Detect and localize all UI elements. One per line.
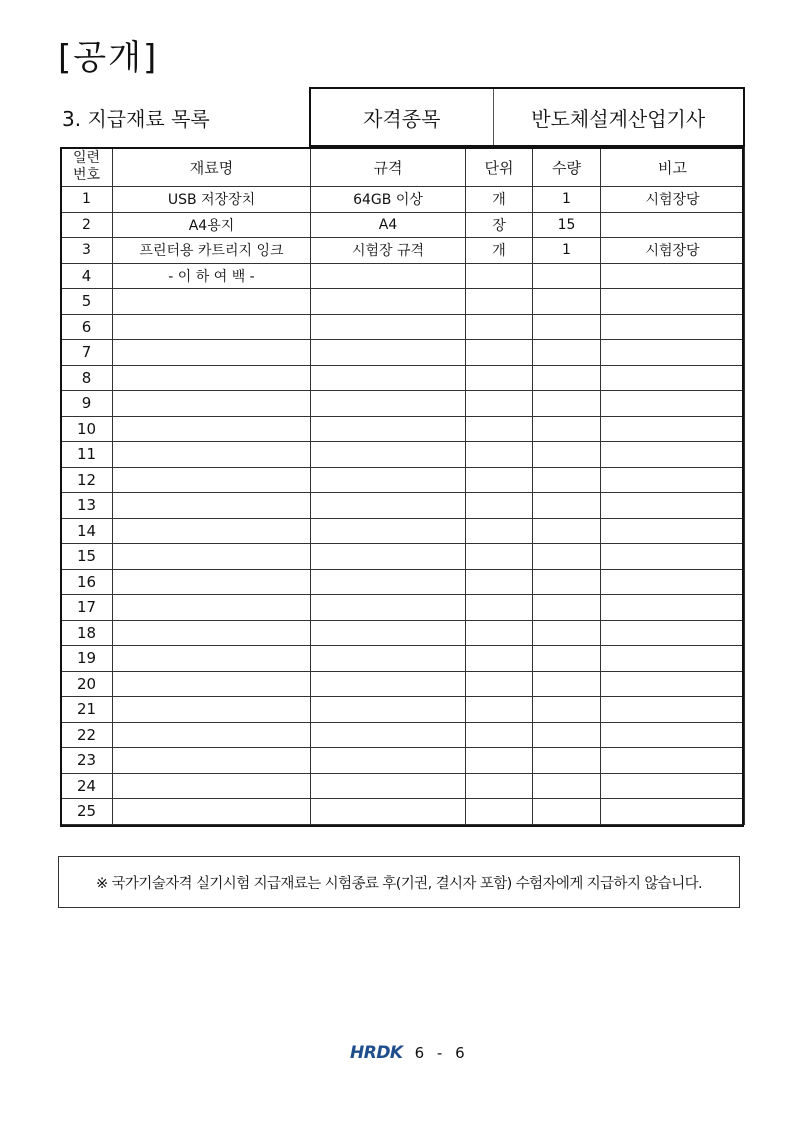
material-note: 시험장당: [601, 187, 745, 213]
material-unit: [466, 289, 533, 315]
material-name: [113, 340, 311, 366]
table-row: [61, 569, 745, 595]
material-unit: [466, 314, 533, 340]
col-header-qty: 수량: [533, 148, 601, 187]
material-spec: [311, 314, 466, 340]
material-qty: [533, 365, 601, 391]
table-row: [61, 646, 745, 672]
material-note: [601, 748, 745, 774]
table-row: [61, 289, 745, 315]
material-unit: [466, 518, 533, 544]
row-number: 12: [61, 467, 113, 493]
row-number: 14: [61, 518, 113, 544]
material-unit: [466, 569, 533, 595]
material-name: [113, 620, 311, 646]
material-spec: [311, 646, 466, 672]
table-row: [61, 518, 745, 544]
material-spec: A4: [311, 212, 466, 238]
row-number: 16: [61, 569, 113, 595]
table-row: [61, 340, 745, 366]
material-note: [601, 416, 745, 442]
table-row: [61, 697, 745, 723]
col-header-name: 재료명: [113, 148, 311, 187]
material-name: [113, 544, 311, 570]
material-name: [113, 416, 311, 442]
material-unit: [466, 391, 533, 417]
row-number: 11: [61, 442, 113, 468]
row-number: 15: [61, 544, 113, 570]
table-row: [61, 212, 745, 238]
material-spec: 시험장 규격: [311, 238, 466, 264]
material-unit: 장: [466, 212, 533, 238]
row-number: 25: [61, 799, 113, 825]
material-note: [601, 595, 745, 621]
row-number: 3: [61, 238, 113, 264]
table-row: [61, 493, 745, 519]
material-spec: [311, 442, 466, 468]
col-header-spec: 규격: [311, 148, 466, 187]
material-unit: 개: [466, 238, 533, 264]
material-unit: [466, 748, 533, 774]
material-unit: [466, 620, 533, 646]
material-unit: [466, 799, 533, 825]
material-unit: [466, 697, 533, 723]
material-note: [601, 722, 745, 748]
table-row: [61, 620, 745, 646]
row-number: 23: [61, 748, 113, 774]
material-spec: [311, 595, 466, 621]
table-row: [61, 722, 745, 748]
material-name: [113, 518, 311, 544]
table-row: [61, 391, 745, 417]
material-unit: [466, 416, 533, 442]
material-qty: [533, 595, 601, 621]
row-number: 6: [61, 314, 113, 340]
material-name: [113, 671, 311, 697]
table-row: [61, 187, 745, 213]
material-qty: [533, 442, 601, 468]
material-note: [601, 314, 745, 340]
material-spec: [311, 365, 466, 391]
row-number: 9: [61, 391, 113, 417]
row-number: 17: [61, 595, 113, 621]
material-qty: [533, 289, 601, 315]
material-name: [113, 595, 311, 621]
material-qty: [533, 646, 601, 672]
col-header-note: 비고: [601, 148, 745, 187]
material-spec: [311, 671, 466, 697]
material-spec: [311, 569, 466, 595]
section-title: 3. 지급재료 목록: [62, 106, 210, 131]
row-number: 22: [61, 722, 113, 748]
material-spec: [311, 748, 466, 774]
material-qty: [533, 799, 601, 825]
material-spec: [311, 467, 466, 493]
row-number: 18: [61, 620, 113, 646]
material-note: [601, 518, 745, 544]
material-name: [113, 493, 311, 519]
material-qty: [533, 697, 601, 723]
material-name: USB 저장장치: [113, 187, 311, 213]
row-number: 10: [61, 416, 113, 442]
qualification-value: 반도체설계산업기사: [493, 88, 744, 146]
material-unit: [466, 493, 533, 519]
material-spec: [311, 722, 466, 748]
material-qty: [533, 544, 601, 570]
page-footer: [350, 1043, 469, 1063]
table-row: [61, 799, 745, 825]
notice-box: [58, 856, 740, 908]
table-row: [61, 671, 745, 697]
material-unit: [466, 467, 533, 493]
material-name: [113, 773, 311, 799]
material-name: - 이 하 여 백 -: [113, 263, 311, 289]
material-name: [113, 748, 311, 774]
material-unit: [466, 365, 533, 391]
material-name: [113, 799, 311, 825]
material-name: [113, 365, 311, 391]
material-spec: [311, 697, 466, 723]
material-qty: [533, 416, 601, 442]
material-spec: [311, 799, 466, 825]
row-number: 1: [61, 187, 113, 213]
table-row: [61, 595, 745, 621]
disclosure-label: [공개]: [58, 38, 159, 78]
material-spec: [311, 391, 466, 417]
material-name: [113, 697, 311, 723]
material-qty: [533, 467, 601, 493]
materials-table: [60, 147, 745, 825]
material-qty: [533, 748, 601, 774]
material-spec: [311, 416, 466, 442]
material-spec: [311, 493, 466, 519]
material-spec: [311, 340, 466, 366]
material-note: [601, 365, 745, 391]
material-unit: [466, 544, 533, 570]
material-note: [601, 697, 745, 723]
material-unit: [466, 671, 533, 697]
material-note: [601, 569, 745, 595]
material-qty: [533, 340, 601, 366]
material-qty: [533, 493, 601, 519]
material-unit: [466, 646, 533, 672]
material-name: [113, 722, 311, 748]
material-qty: [533, 620, 601, 646]
material-note: [601, 799, 745, 825]
material-spec: [311, 289, 466, 315]
table-row: [61, 263, 745, 289]
material-spec: [311, 773, 466, 799]
table-header-row: [61, 148, 745, 187]
row-number: 8: [61, 365, 113, 391]
row-number: 5: [61, 289, 113, 315]
material-unit: 개: [466, 187, 533, 213]
row-number: 13: [61, 493, 113, 519]
material-note: 시험장당: [601, 238, 745, 264]
material-unit: [466, 773, 533, 799]
material-note: [601, 493, 745, 519]
table-row: [61, 365, 745, 391]
material-name: [113, 442, 311, 468]
material-unit: [466, 340, 533, 366]
material-qty: [533, 773, 601, 799]
material-spec: [311, 518, 466, 544]
header-table: [60, 87, 745, 147]
material-qty: [533, 391, 601, 417]
material-spec: [311, 263, 466, 289]
material-unit: [466, 595, 533, 621]
qualification-label: 자격종목: [310, 88, 493, 146]
row-number: 20: [61, 671, 113, 697]
material-qty: [533, 518, 601, 544]
table-row: [61, 416, 745, 442]
material-qty: [533, 314, 601, 340]
material-name: 프린터용 카트리지 잉크: [113, 238, 311, 264]
table-row: [61, 467, 745, 493]
material-note: [601, 467, 745, 493]
material-qty: [533, 569, 601, 595]
table-body: [61, 187, 745, 825]
row-number: 7: [61, 340, 113, 366]
table-row: [61, 748, 745, 774]
col-header-unit: 단위: [466, 148, 533, 187]
material-note: [601, 340, 745, 366]
table-row: [61, 442, 745, 468]
material-qty: 1: [533, 238, 601, 264]
material-name: [113, 467, 311, 493]
material-unit: [466, 722, 533, 748]
hrdk-logo: HRDK: [350, 1043, 403, 1063]
table-row: [61, 314, 745, 340]
material-unit: [466, 263, 533, 289]
row-number: 2: [61, 212, 113, 238]
material-name: [113, 314, 311, 340]
material-spec: [311, 620, 466, 646]
material-note: [601, 773, 745, 799]
material-note: [601, 263, 745, 289]
material-qty: 15: [533, 212, 601, 238]
page-number: 6 - 6: [414, 1044, 469, 1062]
col-header-serial: [61, 148, 113, 187]
table-row: [61, 544, 745, 570]
row-number: 21: [61, 697, 113, 723]
row-number: 4: [61, 263, 113, 289]
material-note: [601, 391, 745, 417]
material-note: [601, 442, 745, 468]
material-note: [601, 671, 745, 697]
row-number: 24: [61, 773, 113, 799]
material-name: [113, 646, 311, 672]
material-note: [601, 620, 745, 646]
material-unit: [466, 442, 533, 468]
material-name: A4용지: [113, 212, 311, 238]
material-note: [601, 646, 745, 672]
material-note: [601, 212, 745, 238]
table-row: [61, 773, 745, 799]
material-qty: [533, 722, 601, 748]
notice-text: ※ 국가기술자격 실기시험 지급재료는 시험종료 후(기권, 결시자 포함) 수험자에게 지급하지 않습니다.: [95, 875, 703, 892]
col-header-serial-text: 일련 번호: [72, 150, 101, 183]
material-note: [601, 544, 745, 570]
row-number: 19: [61, 646, 113, 672]
material-spec: 64GB 이상: [311, 187, 466, 213]
material-qty: 1: [533, 187, 601, 213]
material-qty: [533, 671, 601, 697]
material-spec: [311, 544, 466, 570]
material-note: [601, 289, 745, 315]
material-qty: [533, 263, 601, 289]
material-name: [113, 289, 311, 315]
material-name: [113, 391, 311, 417]
material-name: [113, 569, 311, 595]
table-row: [61, 238, 745, 264]
